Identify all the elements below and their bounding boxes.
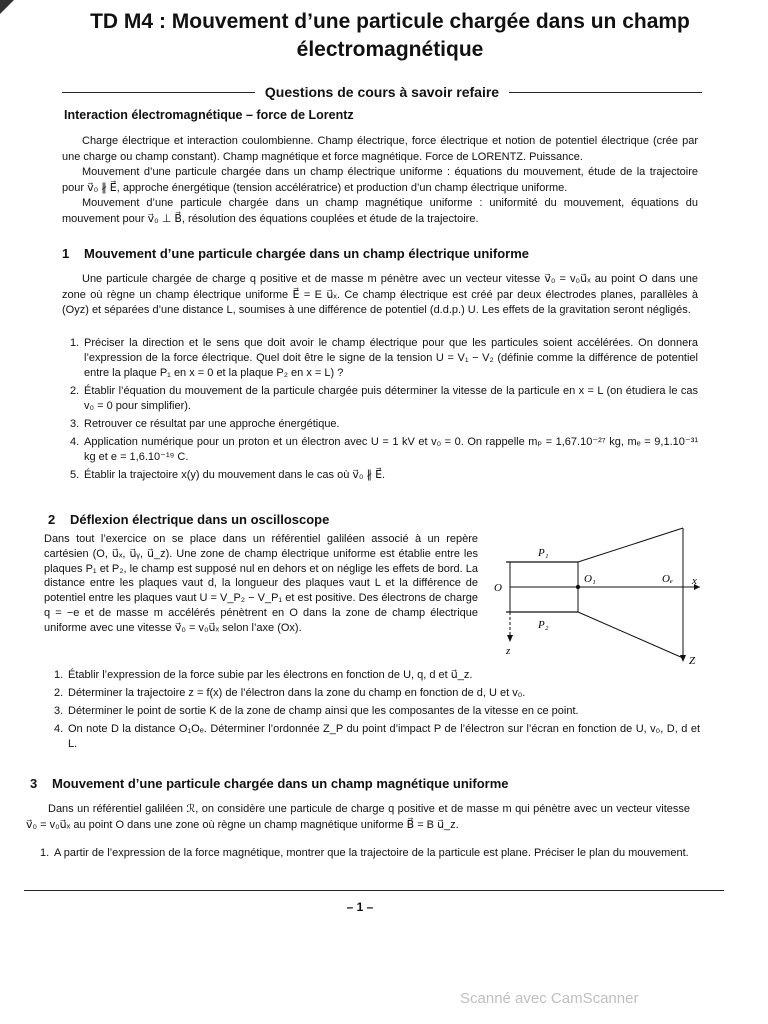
section-1-text: Une particule chargée de charge q positive et de masse m pénètre avec un vecteur vitesse v⃗₀ = v₀u⃗ₓ au point O dans une zone où règne un champ électrique uniforme E⃗ = E u⃗ₓ. Ce champ électrique est créé par deux électrodes planes, parallèles à (Oyz) et séparées d’une distance L, soumises à une différence de potentiel (d.d.p.) U. Les effets de la gravitation seront négligés. — [62, 273, 698, 316]
section-3-number: 3 — [30, 776, 38, 791]
label-p2: P₂ — [538, 619, 549, 631]
question-text: Établir l’expression de la force subie par les électrons en fonction de U, q, d et u⃗_z. — [68, 669, 473, 681]
question-text: Déterminer la trajectoire z = f(x) de l’électron dans la zone du champ en fonction de d, U et v₀. — [68, 687, 526, 699]
list-item: 1. A partir de l’expression de la force magnétique, montrer que la trajectoire de la particule est plane. Préciser le plan du mouvement. — [40, 847, 689, 859]
section-3-heading — [30, 776, 509, 791]
question-text: Déterminer le point de sortie K de la zone de champ ainsi que les composantes de la vitesse en ce point. — [68, 705, 579, 717]
list-item: 4. On note D la distance O₁Oₑ. Déterminer l’ordonnée Z_P du point d’impact P de l’électron sur l’écran en fonction de U, v₀, D, d et L. — [54, 723, 700, 750]
label-Z: Z — [689, 655, 696, 667]
list-item: 1. Établir l’expression de la force subie par les électrons en fonction de U, q, d et u⃗_z. — [54, 669, 473, 681]
label-p1: P₁ — [538, 547, 549, 559]
scanner-watermark: Scanné avec CamScanner — [460, 990, 639, 1007]
label-oe: Oₑ — [662, 573, 673, 585]
section-3-questions — [40, 846, 690, 864]
list-item: 2. Établir l’équation du mouvement de la particule chargée puis déterminer la vitesse de la particule en x = L (on étudiera le cas v₀ = 0 pour simplifier). — [70, 385, 698, 412]
question-text: A partir de l’expression de la force magnétique, montrer que la trajectoire de la particule est plane. Préciser le plan du mouvement. — [54, 847, 689, 859]
screen-arrow — [680, 655, 686, 662]
section-3-text: Dans un référentiel galiléen ℛ, on considère une particule de charge q positive et de masse m qui pénètre avec un vecteur vitesse v⃗₀ = v₀u⃗ₓ au point O dans une zone où règne un champ magnétique uniforme B⃗ = B u⃗_z. — [26, 803, 690, 831]
list-item: 2. Déterminer la trajectoire z = f(x) de l’électron dans la zone du champ en fonction de d, U et v₀. — [54, 687, 526, 699]
label-o: O — [494, 582, 502, 594]
oscilloscope-figure — [486, 518, 706, 678]
lorentz-heading: Interaction électromagnétique – force de Lorentz — [64, 108, 354, 122]
scan-corner-mark — [0, 0, 14, 14]
section-1-number: 1 — [62, 246, 70, 261]
page-number: – 1 – — [346, 900, 374, 914]
label-x: x — [692, 575, 697, 587]
z-axis-arrow — [507, 635, 513, 642]
question-text: Établir la trajectoire x(y) du mouvement dans le cas où v⃗₀ ∦ E⃗. — [84, 469, 386, 481]
header-rule-right — [509, 92, 702, 93]
section-1-title: Mouvement d’une particule chargée dans un champ électrique uniforme — [84, 246, 529, 261]
section-2-number: 2 — [48, 512, 56, 527]
question-text: Préciser la direction et le sens que doit avoir le champ électrique pour que les particules soient accélérées. On donnera l’expression de la force électrique. Quel doit être le signe de la tension U = V₁ − V₂ (définie comme la différence de potentiel entre la plaque P₁ en x = 0 et la plaque P₂ en x = L) ? — [84, 337, 698, 379]
section-header — [62, 82, 702, 102]
intro-paragraph: Charge électrique et interaction coulombienne. Champ électrique, force électrique et notion de potentiel électrique (crée par une charge ou champ constant). Champ magnétique et force magnétique. Force de LORENTZ. Puissance. — [62, 135, 698, 163]
intro-paragraph: Mouvement d’une particule chargée dans un champ électrique uniforme : équations du mouvement, étude de la trajectoire pour v⃗₀ ∦ E⃗, approche énergétique (tension accélératrice) et production d’un champ électrique uniforme. — [62, 166, 698, 194]
footer-rule — [24, 890, 724, 891]
list-item: 4. Application numérique pour un proton et un électron avec U = 1 kV et v₀ = 0. On rappelle mₚ = 1,67.10⁻²⁷ kg, mₑ = 9,1.10⁻³¹ kg et e = 1,6.10⁻¹⁹ C. — [70, 436, 698, 463]
section-1-questions — [70, 336, 698, 486]
section-2-text: Dans tout l’exercice on se place dans un référentiel galiléen associé à un repère cartésien (O, u⃗ₓ, u⃗ᵧ, u⃗_z). Une zone de champ électrique uniforme est établie entre les plaques P₁ et P₂, le champ est supposé nul en dehors et on néglige les effets de bord. La distance entre les plaques vaut d, la longueur des plaques vaut L et la différence de potentiel entre les plaques vaut U = V_P₂ − V_P₁ et est positive. Des électrons de charge q = −e et de masse m accélérés pénètrent en O dans la zone de champ électrique uniforme avec une vitesse v⃗₀ = v₀u⃗ₓ selon l’axe (Ox). — [44, 533, 479, 634]
section-1-heading — [62, 246, 529, 261]
section-2-title: Déflexion électrique dans un oscilloscope — [70, 512, 330, 527]
intro-paragraphs — [62, 134, 698, 227]
list-item: 1. Préciser la direction et le sens que doit avoir le champ électrique pour que les particules soient accélérées. On donnera l’expression de la force électrique. Quel doit être le signe de la tension U = V₁ − V₂ (définie comme la différence de potentiel entre la plaque P₁ en x = 0 et la plaque P₂ en x = L) ? — [70, 337, 698, 379]
label-z: z — [506, 645, 511, 657]
intro-paragraph: Mouvement d’une particule chargée dans un champ magnétique uniforme : uniformité du mouvement, équations du mouvement pour v⃗₀ ⊥ B⃗, résolution des équations couplées et étude de la trajectoire. — [62, 197, 698, 225]
section-3-title: Mouvement d’une particule chargée dans un champ magnétique uniforme — [52, 776, 509, 791]
list-item: 3. Retrouver ce résultat par une approche énergétique. — [70, 418, 340, 430]
section-2-questions — [54, 668, 700, 755]
question-text: Application numérique pour un proton et un électron avec U = 1 kV et v₀ = 0. On rappelle mₚ = 1,67.10⁻²⁷ kg, mₑ = 9,1.10⁻³¹ kg et e = 1,6.10⁻¹⁹ C. — [84, 436, 698, 463]
list-item: 5. Établir la trajectoire x(y) du mouvement dans le cas où v⃗₀ ∦ E⃗. — [70, 469, 386, 481]
list-item: 3. Déterminer le point de sortie K de la zone de champ ainsi que les composantes de la vitesse en ce point. — [54, 705, 579, 717]
question-text: On note D la distance O₁Oₑ. Déterminer l’ordonnée Z_P du point d’impact P de l’électron sur l’écran en fonction de U, v₀, D, d et L. — [68, 723, 700, 750]
header-rule-left — [62, 92, 255, 93]
section-2-heading — [48, 512, 329, 527]
question-text: Retrouver ce résultat par une approche énergétique. — [84, 418, 340, 430]
upper-beam-line — [578, 528, 683, 562]
question-text: Établir l’équation du mouvement de la particule chargée puis déterminer la vitesse de la particule en x = L (on étudiera le cas v₀ = 0 pour simplifier). — [84, 385, 698, 412]
section-header-text: Questions de cours à savoir refaire — [264, 84, 500, 100]
label-o1: O₁ — [584, 573, 596, 585]
lower-beam-line — [578, 612, 683, 658]
page-title: TD M4 : Mouvement d’une particule chargée dans un champ électromagnétique — [90, 10, 690, 61]
